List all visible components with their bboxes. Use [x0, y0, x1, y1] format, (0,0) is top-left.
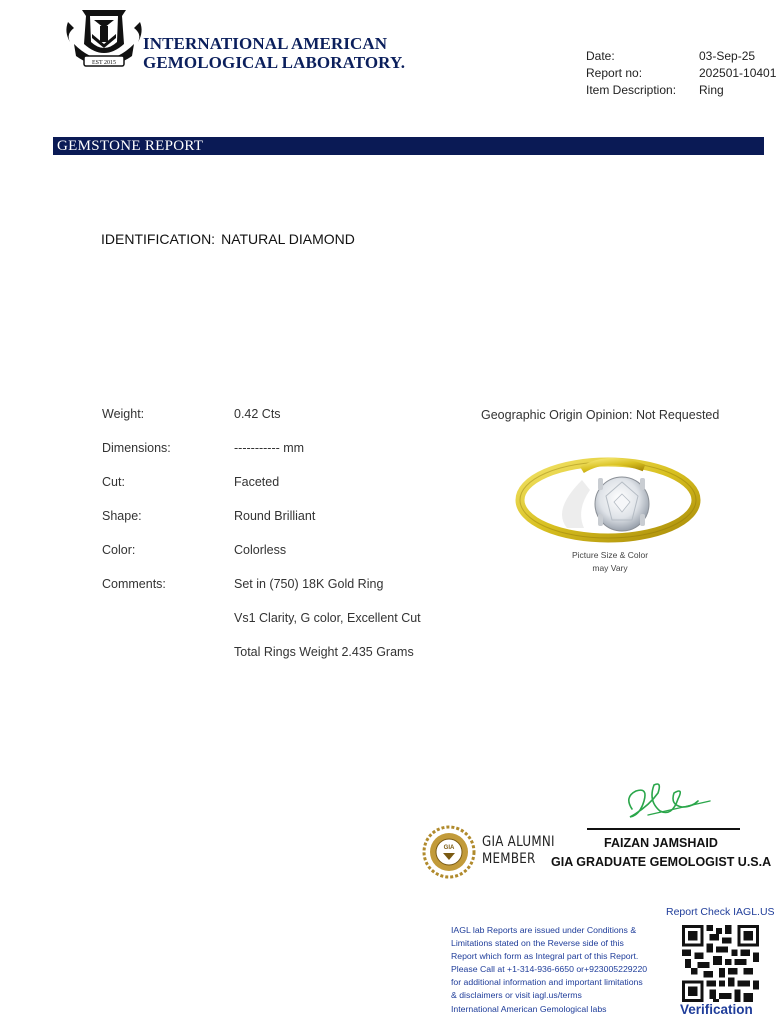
- property-label: Comments:: [102, 577, 166, 591]
- disclaimer-line: Report which form as Integral part of this Report.: [451, 951, 639, 962]
- identification: [101, 231, 355, 247]
- property-row: [102, 543, 462, 577]
- origin-opinion: Geographic Origin Opinion: Not Requested: [481, 408, 720, 422]
- disclaimer-line: International American Gemological labs: [451, 1003, 607, 1014]
- property-value: Round Brilliant: [234, 509, 316, 523]
- identification-value: NATURAL DIAMOND: [221, 231, 355, 247]
- report-banner: [53, 137, 764, 155]
- property-row: [102, 645, 462, 679]
- qr-code[interactable]: [682, 925, 759, 1002]
- property-value: Vs1 Clarity, G color, Excellent Cut: [234, 611, 421, 625]
- properties-list: [102, 407, 462, 679]
- lab-name-line2: GEMOLOGICAL LABORATORY.: [143, 53, 406, 72]
- disclaimer: [451, 924, 676, 1016]
- item-description-value: Ring: [699, 83, 724, 97]
- property-row: [102, 441, 462, 475]
- property-value: Faceted: [234, 475, 280, 489]
- identification-label: IDENTIFICATION:: [101, 231, 216, 247]
- property-row: [102, 475, 462, 509]
- property-label: Color:: [102, 543, 136, 557]
- report-check-link[interactable]: Report Check IAGL.US: [666, 906, 775, 918]
- property-value: Set in (750) 18K Gold Ring: [234, 577, 384, 591]
- logo-est-text: EST 2015: [91, 60, 117, 66]
- report-no-label: Report no:: [586, 66, 643, 80]
- date-label: Date:: [586, 49, 615, 63]
- picture-note-line2: may Vary: [592, 563, 628, 573]
- property-label: Shape:: [102, 509, 142, 523]
- property-value: ----------- mm: [234, 441, 305, 455]
- disclaimer-line: IAGL lab Reports are issued under Conditions &: [451, 925, 637, 935]
- banner-title: GEMSTONE REPORT: [57, 138, 204, 154]
- item-description-label: Item Description:: [586, 83, 677, 97]
- disclaimer-line: & disclaimers or visit iagl.us/terms: [451, 990, 582, 1001]
- ring-image: [512, 440, 704, 552]
- property-row: [102, 509, 462, 543]
- gia-seal-text: GIA: [443, 845, 455, 851]
- property-value: Total Rings Weight 2.435 Grams: [234, 645, 414, 659]
- property-row: [102, 577, 462, 611]
- signer-title: GIA GRADUATE GEMOLOGIST U.S.A: [551, 855, 772, 869]
- picture-note-line1: Picture Size & Color: [571, 550, 649, 560]
- disclaimer-line: Limitations stated on the Reverse side of this: [451, 938, 624, 949]
- signer-name: FAIZAN JAMSHAID: [604, 836, 718, 850]
- property-label: Weight:: [102, 407, 145, 421]
- property-row: [102, 407, 462, 441]
- lab-name: [143, 34, 405, 72]
- disclaimer-line: Please Call at +1-314-936-6650 or+923005229220: [451, 964, 648, 975]
- property-label: Cut:: [102, 475, 125, 489]
- verification-label: Verification: [680, 1002, 753, 1017]
- lab-logo: [64, 4, 144, 72]
- property-value: 0.42 Cts: [234, 407, 281, 421]
- gia-line2: MEMBER: [482, 851, 536, 867]
- date-value: 03-Sep-25: [699, 49, 756, 63]
- gia-line1: GIA ALUMNI: [482, 834, 555, 850]
- gia-alumni-text: [482, 834, 568, 868]
- report-no-value: 202501-10401: [699, 66, 777, 80]
- property-value: Colorless: [234, 543, 287, 557]
- lab-name-line1: INTERNATIONAL AMERICAN: [143, 34, 388, 53]
- disclaimer-line: for additional information and important limitations: [451, 977, 643, 988]
- property-row: [102, 611, 462, 645]
- property-label: Dimensions:: [102, 441, 171, 455]
- signature-line: [587, 828, 740, 830]
- picture-note: [560, 549, 660, 575]
- gia-alumni-seal: [422, 825, 476, 879]
- signature-image: [618, 771, 714, 825]
